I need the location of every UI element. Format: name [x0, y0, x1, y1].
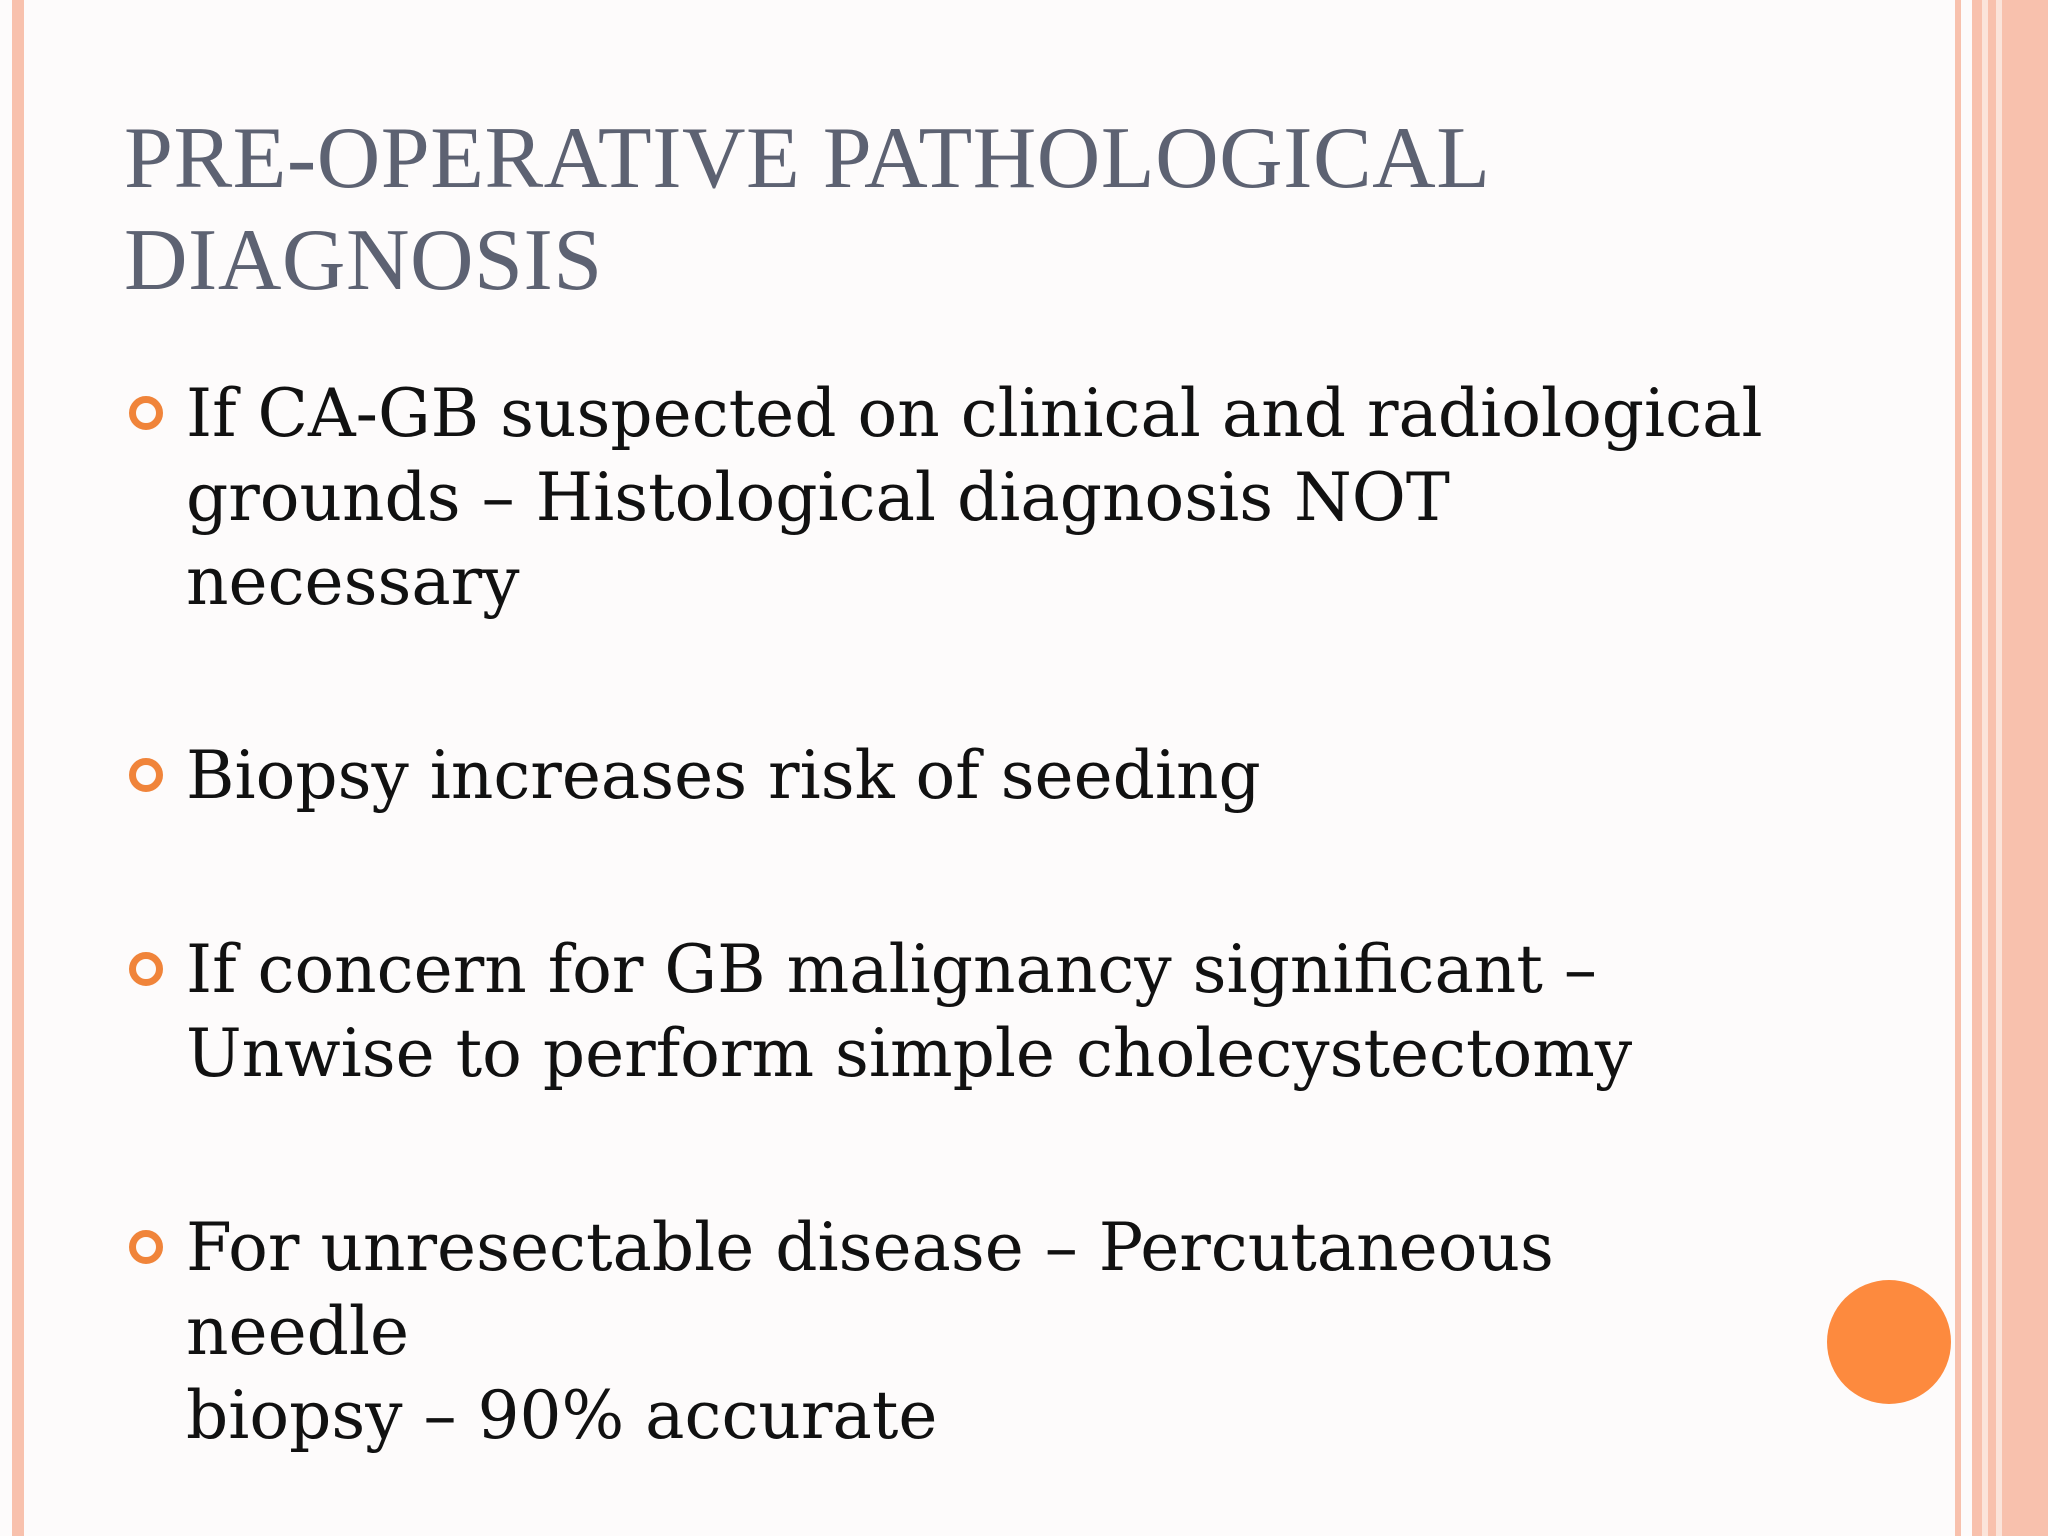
bullet-item [126, 734, 1766, 818]
bullet-item [126, 1206, 1766, 1458]
right-border-stripe [1988, 0, 1996, 1536]
bullet-list [126, 372, 1766, 1536]
left-border-stripe [12, 0, 24, 1536]
bullet-text-line: For unresectable disease – Percutaneous needle [186, 1209, 1554, 1370]
orange-circle-decoration [1827, 1280, 1951, 1404]
bullet-text-line: grounds – Histological diagnosis NOT necessary [186, 459, 1450, 620]
hollow-circle-bullet-icon [129, 1230, 163, 1264]
hollow-circle-bullet-icon [129, 758, 163, 792]
bullet-text-line: Biopsy increases risk of seeding [186, 737, 1261, 814]
slide-title [124, 108, 1824, 312]
bullet-text-line: If concern for GB malignancy significant – [186, 931, 1597, 1008]
bullet-item [126, 928, 1766, 1096]
hollow-circle-bullet-icon [129, 396, 163, 430]
slide-title-line-2: DIAGNOSIS [124, 212, 603, 309]
bullet-text-line: biopsy – 90% accurate [186, 1377, 938, 1454]
right-border-stripe [1955, 0, 1961, 1536]
bullet-text-line: If CA-GB suspected on clinical and radiological [186, 375, 1763, 452]
bullet-item [126, 372, 1766, 624]
right-border-stripe [2002, 0, 2048, 1536]
hollow-circle-bullet-icon [129, 952, 163, 986]
bullet-text-line: Unwise to perform simple cholecystectomy [186, 1015, 1633, 1092]
slide-title-line-1: PRE-OPERATIVE PATHOLOGICAL [124, 110, 1491, 207]
right-border-stripe [1972, 0, 1982, 1536]
